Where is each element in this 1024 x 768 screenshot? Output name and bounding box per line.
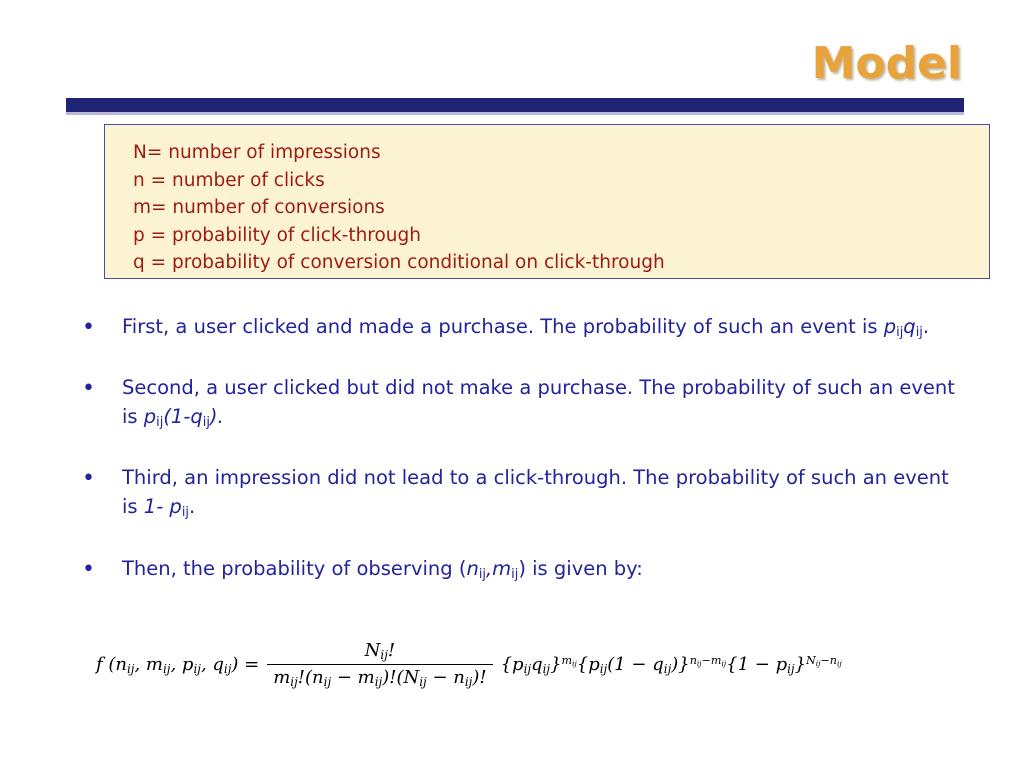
formula-lhs-sub2: ij (163, 661, 171, 676)
bullet-third-text-end: . (188, 495, 196, 519)
formula-rhs-1: {p (500, 653, 524, 675)
formula-lhs (96, 654, 263, 676)
formula-den-sub2: ij (323, 675, 332, 690)
bullet-third-math: 1- p (143, 495, 182, 519)
formula-rhs-4: {p (576, 653, 600, 675)
formula-rhs-6: )} (671, 653, 690, 675)
formula-lhs-end: ) = (231, 653, 260, 675)
formula-rhs-7: {1 − p (726, 653, 788, 675)
bullet-marker-icon: • (82, 466, 95, 492)
bullet-third-text: Third, an impression did not lead to a click-through. The probability of such an event is (122, 466, 949, 519)
formula-lhs-f: f (n (96, 653, 127, 675)
definition-item-N: N= number of impressions (133, 142, 381, 163)
formula-rhs-exp3-N: N (806, 653, 816, 667)
formula-den-mid2: − m (331, 667, 375, 689)
definition-item-q: q = probability of conversion conditional on click-through (133, 252, 665, 273)
formula-den-m: m (273, 667, 291, 689)
bullet-second-sub-2: ij (202, 415, 210, 431)
bullet-then-text-end: ) is given by: (518, 556, 643, 580)
formula-rhs-sub2: ij (542, 661, 551, 676)
formula-lhs-sub3: ij (193, 661, 201, 676)
bullet-first-sub-1: ij (896, 325, 904, 341)
formula-lhs-mid1: , m (134, 653, 163, 675)
formula-rhs-2: q (531, 653, 543, 675)
bullet-second-math-q: (1-q (163, 405, 203, 429)
bullet-second (78, 373, 958, 437)
bullet-third (78, 463, 958, 527)
definition-item-n: n = number of clicks (133, 169, 325, 191)
formula-rhs-exp2b: −m (701, 653, 722, 667)
formula-den-sub3: ij (374, 675, 383, 690)
definitions-box (104, 124, 990, 279)
bullet-first-text: First, a user clicked and made a purchase. The probability of such an event is (122, 315, 884, 338)
formula-rhs-exp1-sub: ij (572, 658, 577, 668)
formula-rhs-exp3b-sub: ij (836, 658, 842, 668)
bullet-then (78, 554, 958, 589)
formula-rhs-exp2b-sub: ij (721, 658, 727, 668)
probability-formula (96, 640, 956, 689)
bullet-then-text: Then, the probability of observing ( (122, 556, 467, 580)
bullet-third-sub-1: ij (181, 505, 189, 521)
bullet-first-math-p: p (883, 315, 897, 338)
formula-rhs-exp3-sub: ij (815, 658, 821, 668)
formula-rhs-exp3b: −n (820, 653, 837, 667)
formula-den-end: )! (472, 667, 487, 689)
formula-num-N: N (364, 640, 381, 661)
formula-rhs-exp1 (562, 654, 577, 667)
formula-rhs-5: (1 − q (607, 653, 664, 675)
definitions-list (105, 125, 989, 277)
formula-num-end: ! (387, 640, 396, 661)
formula-lhs-sub1: ij (127, 661, 135, 676)
bullet-then-sub-1: ij (478, 566, 486, 582)
bullet-marker-icon: • (82, 556, 95, 582)
formula-rhs (497, 654, 842, 676)
formula-rhs-3: } (550, 653, 562, 675)
formula-lhs-sub4: ij (223, 661, 232, 676)
formula-rhs-sub1: ij (523, 661, 532, 676)
formula-den-mid1: !(n (297, 667, 324, 689)
bullet-then-sep: , (485, 556, 493, 580)
formula-rhs-8: } (794, 653, 807, 675)
formula-denominator (267, 665, 492, 689)
bullet-then-sub-2: ij (511, 566, 519, 582)
formula-rhs-exp2 (690, 654, 726, 667)
page-title: Model (811, 38, 962, 89)
formula-lhs-mid2: , p (170, 653, 194, 675)
title-divider (66, 98, 964, 112)
formula-den-mid3: )!(N (382, 667, 420, 689)
formula-den-sub5: ij (464, 675, 473, 690)
bullet-second-math-p: p (143, 405, 157, 429)
bullet-first-sub-2: ij (915, 325, 923, 341)
formula-den-sub4: ij (419, 675, 427, 690)
formula-num-sub: ij (380, 647, 388, 662)
bullet-marker-icon: • (82, 315, 95, 340)
formula-rhs-exp1-m: m (561, 653, 573, 667)
formula-lhs-mid3: , q (200, 653, 224, 675)
bullet-then-math-m: m (492, 556, 512, 580)
formula-rhs-sub3: ij (599, 661, 608, 676)
bullet-list (78, 312, 958, 615)
bullet-marker-icon: • (82, 376, 95, 402)
definition-item-m: m= number of conversions (133, 197, 385, 218)
formula-numerator (359, 640, 401, 664)
bullet-second-sub-1: ij (156, 415, 164, 431)
formula-den-mid4: − n (426, 667, 465, 689)
bullet-then-math-n: n (466, 556, 479, 580)
formula-fraction (267, 640, 492, 689)
formula-rhs-exp2-sub: ij (696, 658, 702, 668)
formula-rhs-sub5: ij (787, 661, 795, 676)
bullet-first-math-q: q (903, 315, 916, 338)
formula-den-sub1: ij (290, 675, 298, 690)
formula-rhs-exp2-n: n (689, 653, 697, 667)
formula-rhs-sub4: ij (663, 661, 672, 676)
bullet-second-text-end: ). (209, 405, 224, 429)
bullet-first-text-end: . (922, 315, 930, 338)
bullet-first (78, 312, 958, 347)
bullet-second-text: Second, a user clicked but did not make a purchase. The probability of such an event is (122, 376, 955, 429)
definition-item-p: p = probability of click-through (133, 224, 422, 246)
formula-rhs-exp3 (806, 654, 842, 667)
